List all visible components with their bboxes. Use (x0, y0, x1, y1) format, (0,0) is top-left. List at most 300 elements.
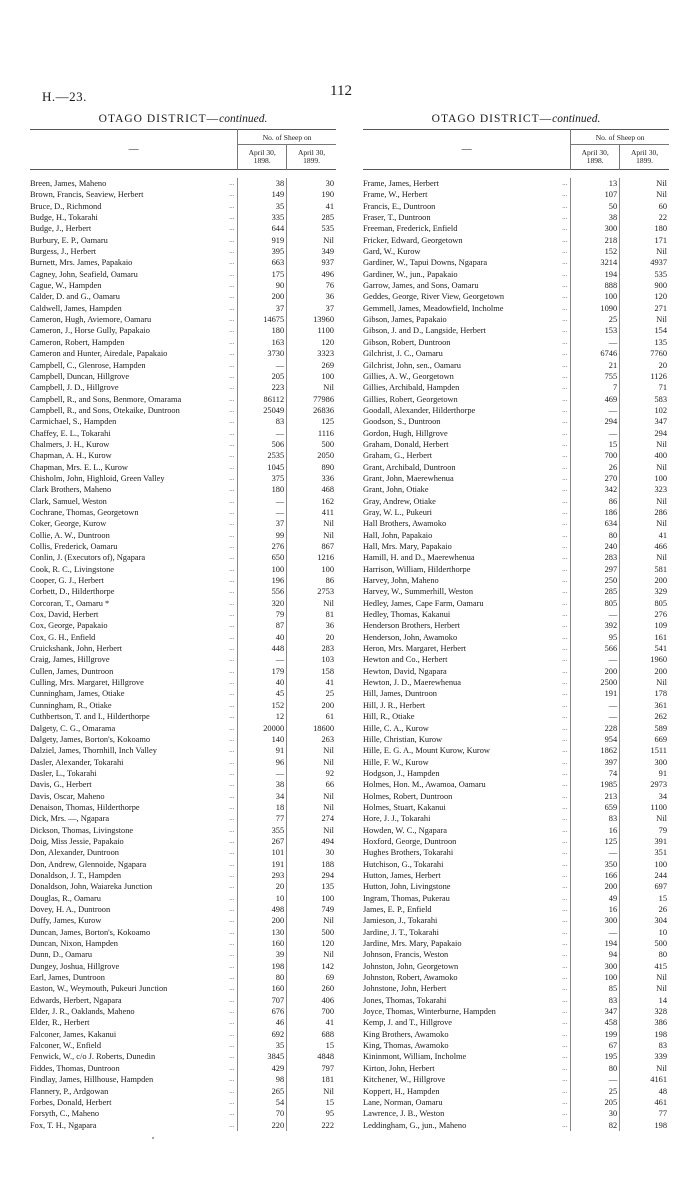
sheep-count-1898: 556 (237, 586, 286, 597)
table-row (30, 745, 336, 756)
table-row (363, 881, 669, 892)
sheep-count-1899: 1960 (619, 654, 669, 665)
sheep-count-1899: 406 (286, 995, 336, 1006)
table-row (30, 995, 336, 1006)
sheep-count-1899: 386 (619, 1017, 669, 1028)
sheep-count-1899: Nil (286, 382, 336, 393)
owner-name: Collie, A. W., Duntroon ... (30, 530, 235, 540)
sheep-count-1898: 54 (237, 1097, 286, 1108)
table-row (30, 1108, 336, 1119)
sheep-count-1899: 103 (286, 654, 336, 665)
sheep-count-1898: 18 (237, 802, 286, 813)
sheep-count-1898: 194 (570, 938, 619, 949)
table-row (30, 291, 336, 302)
table-row (30, 496, 336, 507)
sheep-count-1899: 890 (286, 462, 336, 473)
table-row (363, 291, 669, 302)
owner-name: Earl, James, Duntroon ... (30, 973, 235, 983)
owner-name: Cook, R. C., Livingstone ... (30, 564, 235, 574)
sheep-count-1899: 100 (286, 564, 336, 575)
sheep-count-1898: 506 (237, 439, 286, 450)
sheep-count-1898: 95 (570, 632, 619, 643)
sheep-count-1898: 283 (570, 552, 619, 563)
sheep-count-1898: 125 (570, 836, 619, 847)
sheep-count-1898: 196 (237, 575, 286, 586)
owner-name: Douglas, R., Oamaru ... (30, 893, 235, 903)
sheep-count-1899: 18600 (286, 723, 336, 734)
table-row (30, 813, 336, 824)
owner-name: Geddes, George, River View, Georgetown ... (363, 292, 568, 302)
owner-name: Dalziel, James, Thornhill, Inch Valley ... (30, 746, 235, 756)
table-row (30, 1097, 336, 1108)
sheep-count-1899: 162 (286, 496, 336, 507)
sheep-count-1898: 37 (237, 518, 286, 529)
owner-name: Freeman, Frederick, Enfield ... (363, 224, 568, 234)
sheep-count-1899: 100 (619, 473, 669, 484)
sheep-count-1899: 262 (619, 711, 669, 722)
sheep-count-1899: 466 (619, 541, 669, 552)
sheep-count-1899: 26836 (286, 405, 336, 416)
owner-name: Denaison, Thomas, Hilderthorpe ... (30, 802, 235, 812)
sheep-count-1898: 38 (237, 178, 286, 189)
sheep-count-1899: 15 (619, 893, 669, 904)
table-header (363, 129, 669, 170)
sheep-count-1899: 80 (619, 949, 669, 960)
owner-name: Cagney, John, Seafield, Oamaru ... (30, 269, 235, 279)
table-row (30, 1051, 336, 1062)
table-row (363, 405, 669, 416)
table-header (30, 129, 336, 170)
owner-name: Donaldson, John, Waiareka Junction ... (30, 882, 235, 892)
owner-name: Chapman, Mrs. E. L., Kurow ... (30, 462, 235, 472)
sheep-count-1899: 36 (286, 620, 336, 631)
table-row (363, 666, 669, 677)
owner-name: Caldwell, James, Hampden ... (30, 303, 235, 313)
sheep-count-1899: 4161 (619, 1074, 669, 1085)
sheep-count-1899: 260 (286, 983, 336, 994)
sheep-count-1899: 181 (286, 1074, 336, 1085)
sheep-count-1899: 500 (286, 439, 336, 450)
owner-name: Gordon, Hugh, Hillgrove ... (363, 428, 568, 438)
sheep-count-1899: 581 (619, 564, 669, 575)
sheep-count-1899: 100 (619, 859, 669, 870)
sheep-count-1898: 220 (237, 1120, 286, 1131)
owner-name: Hall Brothers, Awamoko ... (363, 519, 568, 529)
sheep-count-1898: 265 (237, 1086, 286, 1097)
sheep-count-1899: 92 (286, 768, 336, 779)
table-row (363, 904, 669, 915)
table-row (30, 450, 336, 461)
sheep-count-1898: 1985 (570, 779, 619, 790)
sheep-count-1899: 102 (619, 405, 669, 416)
sheep-count-1898: 676 (237, 1006, 286, 1017)
table-row (363, 620, 669, 631)
sheep-count-1898: 38 (570, 212, 619, 223)
table-row (363, 802, 669, 813)
table-row (363, 825, 669, 836)
sheep-count-1899: 323 (619, 484, 669, 495)
table-row (30, 802, 336, 813)
sheep-count-1898: 355 (237, 825, 286, 836)
table-row (30, 348, 336, 359)
owner-name: Doig, Miss Jessie, Papakaio ... (30, 836, 235, 846)
owner-name: Gard, W., Kurow ... (363, 247, 568, 257)
sheep-count-1899: 1216 (286, 552, 336, 563)
sheep-count-1898: 83 (237, 416, 286, 427)
owner-name: Breen, James, Maheno ... (30, 179, 235, 188)
sheep-count-1898: 149 (237, 189, 286, 200)
owner-name: Kininmont, William, Incholme ... (363, 1052, 568, 1062)
table-row (30, 938, 336, 949)
sheep-count-1899: 328 (619, 1006, 669, 1017)
sheep-count-1899: 60 (619, 201, 669, 212)
table-row (363, 949, 669, 960)
table-row (363, 870, 669, 881)
sheep-count-1898: — (237, 428, 286, 439)
table-row (363, 927, 669, 938)
sheep-count-1898: 270 (570, 473, 619, 484)
table-row (363, 677, 669, 688)
sheep-count-1898: 50 (570, 201, 619, 212)
sheep-count-1899: 535 (619, 269, 669, 280)
sheep-count-1899: Nil (286, 235, 336, 246)
sheep-count-1899: 468 (286, 484, 336, 495)
sheep-count-1898: 755 (570, 371, 619, 382)
sheep-count-1899: Nil (619, 972, 669, 983)
table-row (30, 904, 336, 915)
sheep-count-1898: 392 (570, 620, 619, 631)
owner-name: Culling, Mrs. Margaret, Hillgrove ... (30, 678, 235, 688)
owner-name: Grant, John, Otiake ... (363, 485, 568, 495)
owner-name: Lawrence, J. B., Weston ... (363, 1109, 568, 1119)
sheep-count-1899: 36 (286, 291, 336, 302)
owner-name: Budge, H., Tokarahi ... (30, 213, 235, 223)
owner-name: Hodgson, J., Hampden ... (363, 768, 568, 778)
sheep-count-1899: 158 (286, 666, 336, 677)
sheep-count-1898: 228 (570, 723, 619, 734)
sheep-count-1899: 263 (286, 734, 336, 745)
owner-name: Corbett, D., Hilderthorpe ... (30, 587, 235, 597)
table-row (363, 450, 669, 461)
sheep-count-1899: 274 (286, 813, 336, 824)
sheep-count-1898: 498 (237, 904, 286, 915)
sheep-count-1898: 200 (570, 881, 619, 892)
table-row (30, 1086, 336, 1097)
sheep-count-1898: 1862 (570, 745, 619, 756)
table-row (363, 745, 669, 756)
owner-name: Cox, G. H., Enfield ... (30, 632, 235, 642)
sheep-count-1898: 1045 (237, 462, 286, 473)
table-row (363, 757, 669, 768)
sheep-count-1898: 650 (237, 552, 286, 563)
sheep-count-1899: Nil (619, 983, 669, 994)
sheep-count-1898: 16 (570, 825, 619, 836)
sheep-count-1898: 45 (237, 688, 286, 699)
table-row (30, 1040, 336, 1051)
sheep-count-1899: 2753 (286, 586, 336, 597)
date-1898-header: April 30, 1898. (238, 145, 287, 170)
table-row (363, 394, 669, 405)
sheep-count-1899: 4848 (286, 1051, 336, 1062)
owner-name: Cunningham, R., Otiake ... (30, 700, 235, 710)
sheep-count-1898: 38 (237, 779, 286, 790)
sheep-count-1898: 160 (237, 983, 286, 994)
sheep-count-1898: 205 (570, 1097, 619, 1108)
owner-name: Goodson, S., Duntroon ... (363, 417, 568, 427)
table-row (363, 360, 669, 371)
owner-name: Johnson, Francis, Weston ... (363, 950, 568, 960)
table-row (30, 473, 336, 484)
sheep-count-header: No. of Sheep on (238, 130, 336, 145)
table-row (363, 257, 669, 268)
sheep-count-1898: 40 (237, 632, 286, 643)
owner-name: Hoxford, George, Duntroon ... (363, 836, 568, 846)
sheep-count-1898: 175 (237, 269, 286, 280)
sheep-count-1899: 286 (619, 507, 669, 518)
sheep-count-1898: 39 (237, 949, 286, 960)
sheep-count-1899: 120 (286, 337, 336, 348)
table-row (30, 734, 336, 745)
owner-name: Cullen, James, Duntroon ... (30, 666, 235, 676)
sheep-count-1899: 30 (286, 847, 336, 858)
sheep-count-1898: 205 (237, 371, 286, 382)
sheep-count-1898: 191 (237, 859, 286, 870)
table-row (30, 314, 336, 325)
sheep-count-1898: 300 (570, 961, 619, 972)
owner-list (363, 178, 669, 1131)
table-row (30, 972, 336, 983)
sheep-count-1899: 41 (286, 201, 336, 212)
table-row (30, 779, 336, 790)
sheep-count-1899: 2050 (286, 450, 336, 461)
owner-name: Falconer, W., Enfield ... (30, 1041, 235, 1051)
table-row (363, 541, 669, 552)
table-row (363, 496, 669, 507)
owner-name: Hill, R., Otiake ... (363, 712, 568, 722)
sheep-count-1898: 692 (237, 1029, 286, 1040)
owner-name: King Brothers, Awamoko ... (363, 1029, 568, 1039)
owner-name: Kitchener, W., Hillgrove ... (363, 1075, 568, 1085)
table-row (363, 847, 669, 858)
table-row (30, 223, 336, 234)
sheep-count-1898: 153 (570, 325, 619, 336)
table-row (30, 518, 336, 529)
sheep-count-1898: 140 (237, 734, 286, 745)
table-row (30, 757, 336, 768)
owner-name: Gray, Andrew, Otiake ... (363, 496, 568, 506)
table-row (363, 836, 669, 847)
sheep-count-1899: 198 (619, 1029, 669, 1040)
sheep-count-1898: 130 (237, 927, 286, 938)
owner-name: Holmes, Hon. M., Awamoa, Oamaru ... (363, 780, 568, 790)
sheep-count-1899: 66 (286, 779, 336, 790)
sheep-count-1898: 85 (570, 983, 619, 994)
title-text: OTAGO DISTRICT— (98, 113, 220, 125)
sheep-count-1898: 200 (237, 915, 286, 926)
table-row (363, 598, 669, 609)
column-title (30, 113, 336, 129)
owner-name: Chisholm, John, Highloid, Green Valley ... (30, 473, 235, 483)
sheep-count-1899: 494 (286, 836, 336, 847)
table-row (363, 791, 669, 802)
table-row (363, 768, 669, 779)
table-row (30, 688, 336, 699)
sheep-count-1899: 125 (286, 416, 336, 427)
owner-name: Fraser, T., Duntroon ... (363, 213, 568, 223)
owner-name: Cruickshank, John, Herbert ... (30, 644, 235, 654)
sheep-count-1898: — (237, 507, 286, 518)
owner-name: Elder, R., Herbert ... (30, 1018, 235, 1028)
sheep-count-1899: 135 (619, 337, 669, 348)
sheep-count-1898: — (570, 428, 619, 439)
sheep-count-1899: 300 (619, 757, 669, 768)
sheep-count-1898: 293 (237, 870, 286, 881)
owner-name: Cox, George, Papakaio ... (30, 621, 235, 631)
owner-name: Burbury, E. P., Oamaru ... (30, 235, 235, 245)
sheep-count-1899: 188 (286, 859, 336, 870)
sheep-count-1898: 186 (570, 507, 619, 518)
table-row (30, 654, 336, 665)
owner-name: Coker, George, Kurow ... (30, 519, 235, 529)
owner-name: Campbell, C., Glenrose, Hampden ... (30, 360, 235, 370)
sheep-count-1899: 142 (286, 961, 336, 972)
owner-name: Carmichael, S., Hampden ... (30, 417, 235, 427)
sheep-count-1898: 644 (237, 223, 286, 234)
sheep-count-1898: 166 (570, 870, 619, 881)
table-row (363, 1063, 669, 1074)
sheep-count-1899: 583 (619, 394, 669, 405)
table-row (30, 983, 336, 994)
sheep-count-1899: 200 (619, 575, 669, 586)
sheep-count-1898: 87 (237, 620, 286, 631)
owner-name: Hewton, J. D., Maerewhenua ... (363, 678, 568, 688)
owner-name: Collis, Frederick, Oamaru ... (30, 542, 235, 551)
table-row (30, 768, 336, 779)
sheep-count-1899: 2973 (619, 779, 669, 790)
table-row (30, 178, 336, 189)
sheep-count-1899: 937 (286, 257, 336, 268)
table-row (30, 371, 336, 382)
owner-name: Gilchrist, J. C., Oamaru ... (363, 349, 568, 359)
sheep-count-header: No. of Sheep on (571, 130, 669, 145)
owner-name: Burnett, Mrs. James, Papakaio ... (30, 258, 235, 268)
table-row (30, 530, 336, 541)
sheep-count-1899: 14 (619, 995, 669, 1006)
sheep-count-1898: 30 (570, 1108, 619, 1119)
sheep-count-1898: 566 (570, 643, 619, 654)
sheep-count-1899: Nil (286, 802, 336, 813)
sheep-count-1899: Nil (619, 552, 669, 563)
sheep-count-1898: 26 (570, 462, 619, 473)
sheep-count-1898: 34 (237, 791, 286, 802)
owner-name: Koppert, H., Hampden ... (363, 1086, 568, 1096)
sheep-count-1899: 351 (619, 847, 669, 858)
table-row (30, 893, 336, 904)
sheep-count-1898: 10 (237, 893, 286, 904)
sheep-count-1898: — (570, 927, 619, 938)
table-row (363, 178, 669, 189)
sheep-count-1899: 15 (286, 1040, 336, 1051)
sheep-count-1899: 347 (619, 416, 669, 427)
sheep-count-1899: 244 (619, 870, 669, 881)
sheep-count-1899: 100 (286, 371, 336, 382)
sheep-count-1898: 98 (237, 1074, 286, 1085)
sheep-count-1898: 79 (237, 609, 286, 620)
table-row (363, 246, 669, 257)
sheep-count-1899: 339 (619, 1051, 669, 1062)
sheep-count-1898: 707 (237, 995, 286, 1006)
name-header: — (30, 130, 238, 170)
owner-name: James, E. P., Enfield ... (363, 905, 568, 914)
sheep-count-1899: 41 (286, 677, 336, 688)
owner-name: Craig, James, Hillgrove ... (30, 655, 235, 665)
table-row (363, 711, 669, 722)
sheep-count-1898: — (570, 847, 619, 858)
sheep-count-1899: 461 (619, 1097, 669, 1108)
owner-name: Gibson, James, Papakaio ... (363, 315, 568, 325)
owner-name: Heron, Mrs. Margaret, Herbert ... (363, 644, 568, 654)
owner-name: Harvey, W., Summerhill, Weston ... (363, 587, 568, 597)
owner-name: Grant, Archibald, Duntroon ... (363, 462, 568, 472)
owner-name: Francis, E., Duntroon ... (363, 201, 568, 211)
owner-name: Cameron, Robert, Hampden ... (30, 337, 235, 347)
sheep-count-1898: 700 (570, 450, 619, 461)
left-column (30, 113, 336, 1131)
owner-name: Clark, Samuel, Weston ... (30, 496, 235, 506)
sheep-count-1898: 25 (570, 1086, 619, 1097)
sheep-count-1899: 37 (286, 303, 336, 314)
sheep-count-1899: 1511 (619, 745, 669, 756)
table-row (30, 1063, 336, 1074)
sheep-count-1898: 397 (570, 757, 619, 768)
owner-name: Hutchison, G., Tokarahi ... (363, 859, 568, 869)
table-row (30, 280, 336, 291)
sheep-count-1899: 34 (619, 791, 669, 802)
sheep-count-1899: 7760 (619, 348, 669, 359)
owner-name: Cameron and Hunter, Airedale, Papakaio ... (30, 349, 235, 359)
sheep-count-1899: 10 (619, 927, 669, 938)
page-mark (152, 1137, 154, 1139)
owner-name: Jamieson, J., Tokarahi ... (363, 916, 568, 926)
owner-name: Leddingham, G., jun., Maheno ... (363, 1120, 568, 1130)
sheep-count-1898: 100 (237, 564, 286, 575)
sheep-count-1898: 21 (570, 360, 619, 371)
table-row (30, 859, 336, 870)
owner-name: Frame, W., Herbert ... (363, 190, 568, 200)
sheep-count-1898: 94 (570, 949, 619, 960)
sheep-count-1899: 180 (619, 223, 669, 234)
owner-name: Hewton, David, Ngapara ... (363, 666, 568, 676)
sheep-count-1899: 749 (286, 904, 336, 915)
table-row (30, 586, 336, 597)
owner-name: Jardine, Mrs. Mary, Papakaio ... (363, 939, 568, 949)
right-column (363, 113, 669, 1131)
sheep-count-1899: Nil (619, 178, 669, 189)
sheep-count-1899: 86 (286, 575, 336, 586)
table-row (363, 1040, 669, 1051)
owner-name: Duffy, James, Kurow ... (30, 916, 235, 926)
owner-name: Johnstone, John, Herbert ... (363, 984, 568, 994)
owner-name: Forsyth, C., Maheno ... (30, 1109, 235, 1119)
table-row (30, 360, 336, 371)
table-row (363, 280, 669, 291)
sheep-count-1899: 688 (286, 1029, 336, 1040)
owner-name: Chaffey, E. L., Tokarahi ... (30, 428, 235, 438)
table-row (363, 893, 669, 904)
sheep-count-1898: — (237, 496, 286, 507)
table-row (30, 1017, 336, 1028)
sheep-count-1898: 634 (570, 518, 619, 529)
